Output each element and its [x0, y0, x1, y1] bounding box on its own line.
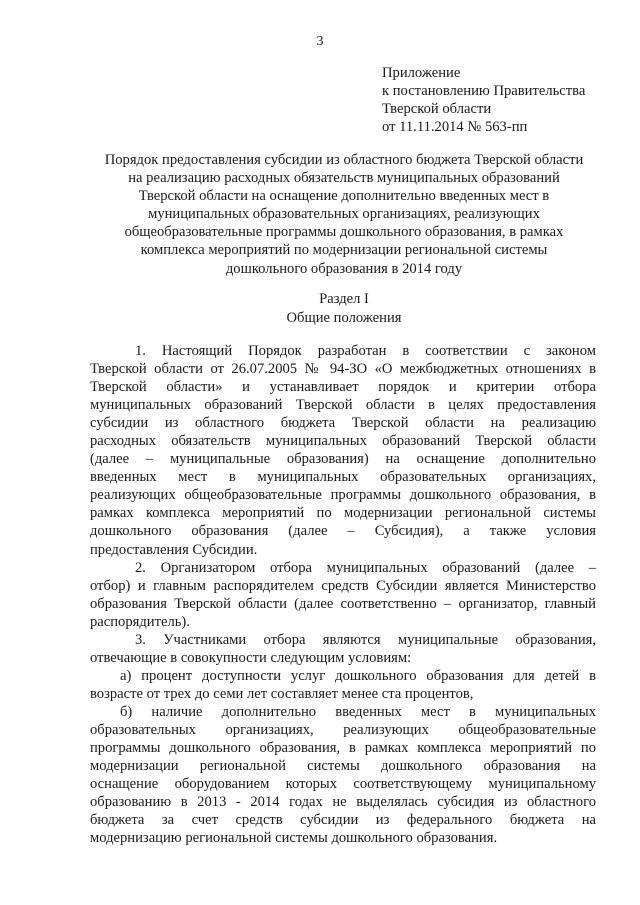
text-line: 2. Организатором отбора муниципальных образований (далее – [135, 559, 596, 576]
title-line: дошкольного образования в 2014 году [225, 260, 463, 277]
text-line: отвечающие в совокупности следующим условиям: [90, 649, 412, 666]
text-line: 1. Настоящий Порядок разработан в соответствии с законом [135, 343, 596, 359]
appendix-line: от 11.11.2014 № 563-пп [382, 119, 528, 135]
text-line: Тверской области» и устанавливает порядок и критерии отбора [90, 379, 596, 396]
text-line: 3. Участниками отбора являются муниципальные образования, [135, 631, 596, 648]
subitem-a [90, 667, 596, 703]
text-line: а) процент доступности услуг дошкольного образования для детей в [120, 667, 596, 684]
title-line: комплекса мероприятий по модернизации региональной системы [140, 242, 548, 259]
text-line: предоставления Субсидии. [90, 541, 258, 558]
text-line: расходных обязательств муниципальных образований Тверской области [90, 433, 596, 450]
title-line: Порядок предоставления субсидии из областного бюджета Тверской области [104, 152, 584, 168]
appendix-line: к постановлению Правительства [382, 83, 586, 99]
text-line: бюджета за счет средств субсидии из федерального бюджета на [90, 812, 596, 829]
text-line: возрасте от трех до семи лет составляет менее ста процентов, [90, 685, 474, 702]
text-line: дошкольного образования (далее – Субсидия), а также условия [90, 523, 596, 540]
section-number: Раздел I [319, 291, 369, 307]
text-line: модернизацию региональной системы дошкольного образования. [90, 830, 498, 847]
text-line: оснащение оборудованием которых соответствующему муниципальному [90, 776, 596, 793]
text-line: отбор) и главным распорядителем средств Субсидии является Министерство [90, 577, 596, 594]
paragraph-1 [90, 342, 596, 559]
text-line: распорядитель). [90, 613, 190, 630]
text-line: б) наличие дополнительно введенных мест в муниципальных [120, 704, 596, 720]
document-title [80, 151, 608, 278]
title-line: на реализацию расходных обязательств муниципальных образований [128, 170, 560, 187]
page-number: 3 [316, 34, 324, 49]
title-line: общеобразовательные программы дошкольного образования, в рамках [124, 224, 564, 241]
section-heading [0, 290, 640, 328]
subitem-b [90, 703, 596, 847]
appendix-line: Тверской области [382, 101, 492, 117]
text-line: введенных мест в муниципальных образовательных организациях, [90, 469, 596, 486]
paragraph-2 [90, 559, 596, 631]
appendix-line: Приложение [382, 65, 461, 81]
text-line: рамках комплекса мероприятий по модернизации региональной системы [90, 505, 596, 522]
text-line: (далее – муниципальные образования) на оснащение дополнительно [90, 451, 596, 468]
appendix-block [382, 64, 632, 136]
paragraph-3 [90, 631, 596, 667]
text-line: модернизации региональной системы дошкольного образования на [90, 758, 596, 775]
text-line: образованию в 2013 - 2014 годах не выделялась субсидия из областного [90, 794, 596, 811]
title-line: муниципальных образовательных организациях, реализующих [148, 206, 540, 223]
text-line: образования Тверской области (далее соответственно – организатор, главный [90, 595, 596, 612]
section-name: Общие положения [286, 310, 402, 326]
text-line: муниципальных образований Тверской области в целях предоставления [90, 397, 596, 414]
text-line: субсидии из областного бюджета Тверской области на реализацию [90, 415, 596, 432]
text-line: программы дошкольного образования, в рамках комплекса мероприятий по [90, 740, 596, 757]
title-line: Тверской области на оснащение дополнительно введенных мест в [138, 188, 550, 205]
text-line: реализующих общеобразовательные программы дошкольного образования, в [90, 487, 596, 504]
text-line: образовательных организациях, реализующих общеобразовательные [90, 722, 596, 739]
text-line: Тверской области от 26.07.2005 № 94-ЗО «О межбюджетных отношениях в [90, 361, 596, 378]
